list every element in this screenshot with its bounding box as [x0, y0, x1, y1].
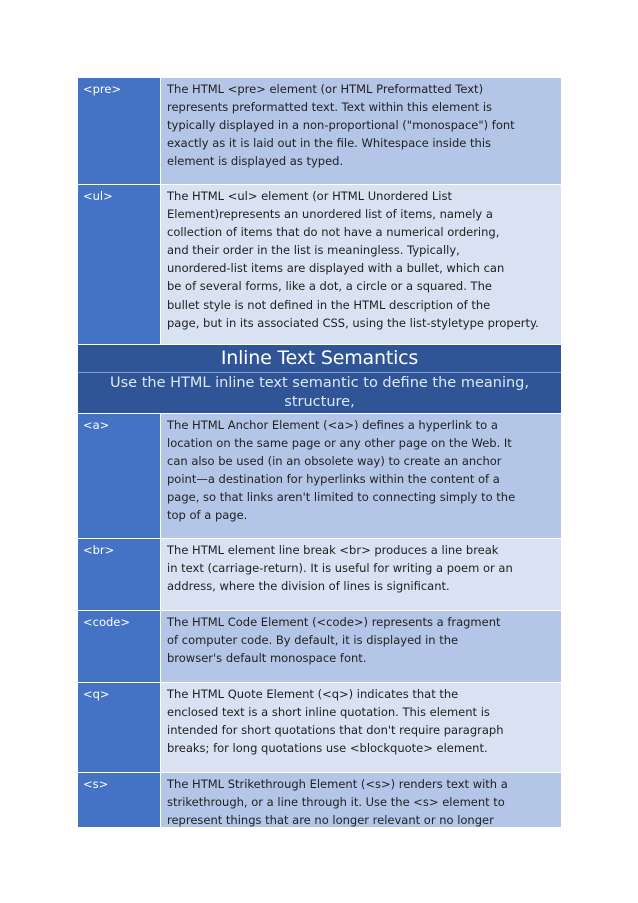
element-description: The HTML <pre> element (or HTML Preformatted Text) represents preformatted text. Text within this element is typically displayed in a non-proportional ("monospace") font exactly as it is laid out in the file. Whitespace inside this element is displayed as typed.	[161, 78, 561, 184]
element-tag: <q>	[78, 683, 161, 772]
element-tag: <s>	[78, 773, 161, 827]
table-row-q	[78, 682, 561, 772]
element-description: The HTML Quote Element (<q>) indicates that the enclosed text is a short inline quotation. This element is intended for short quotations that don't require paragraph breaks; for long quotations use <blockquote> element.	[161, 683, 561, 772]
element-description: The HTML element line break <br> produces a line break in text (carriage-return). It is useful for writing a poem or an address, where the division of lines is significant.	[161, 539, 561, 610]
html-elements-table	[78, 77, 561, 827]
table-row-pre	[78, 77, 561, 184]
element-tag: <ul>	[78, 185, 161, 344]
table-row-ul	[78, 184, 561, 344]
element-description: The HTML Anchor Element (<a>) defines a hyperlink to a location on the same page or any other page on the Web. It can also be used (in an obsolete way) to create an anchor point—a destination for hyperlinks within the content of a page, so that links aren't limited to connecting simply to the top of a page.	[161, 414, 561, 538]
element-description: The HTML <ul> element (or HTML Unordered List Element)represents an unordered list of items, namely a collection of items that do not have a numerical ordering, and their order in the list is meaningless. Typically, unordered-list items are displayed with a bullet, which can be of several forms, like a dot, a circle or a squared. The bullet style is not defined in the HTML description of the page, but in its associated CSS, using the list-styletype property.	[161, 185, 561, 344]
element-tag: <br>	[78, 539, 161, 610]
element-tag: <a>	[78, 414, 161, 538]
table-row-a	[78, 413, 561, 538]
element-tag: <pre>	[78, 78, 161, 184]
element-description: The HTML Code Element (<code>) represents a fragment of computer code. By default, it is displayed in the browser's default monospace font.	[161, 611, 561, 682]
table-row-s	[78, 772, 561, 827]
table-row-code	[78, 610, 561, 682]
section-title: Inline Text Semantics	[78, 345, 561, 373]
section-subtitle: Use the HTML inline text semantic to define the meaning, structure,	[78, 373, 561, 413]
section-header	[78, 344, 561, 413]
element-description: The HTML Strikethrough Element (<s>) renders text with a strikethrough, or a line through it. Use the <s> element to represent things that are no longer relevant or no longer	[161, 773, 561, 827]
element-tag: <code>	[78, 611, 161, 682]
table-row-br	[78, 538, 561, 610]
